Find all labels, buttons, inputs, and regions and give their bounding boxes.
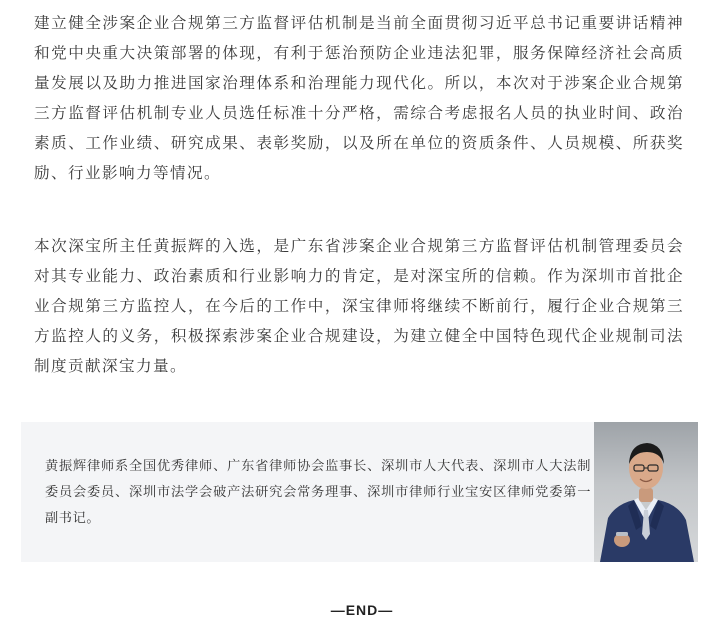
portrait-photo xyxy=(594,422,698,562)
profile-bio: 黄振辉律师系全国优秀律师、广东省律师协会监事长、深圳市人大代表、深圳市人大法制委员会委员、深圳市法学会破产法研究会常务理事、深圳市律师行业宝安区律师党委第一副书记。 xyxy=(45,459,591,526)
article-paragraph-2: 本次深宝所主任黄振辉的入选，是广东省涉案企业合规第三方监督评估机制管理委员会对其专业能力、政治素质和行业影响力的肯定，是对深宝所的信赖。作为深圳市首批企业合规第三方监控人，在今后的工作中，深宝律师将继续不断前行，履行企业合规第三方监控人的义务，积极探索涉案企业合规建设，为建立健全中国特色现代企业规制司法制度贡献深宝力量。 xyxy=(34,237,684,375)
end-marker: —END— xyxy=(330,602,394,618)
article-paragraph-1: 建立健全涉案企业合规第三方监督评估机制是当前全面贯彻习近平总书记重要讲话精神和党中央重大决策部署的体现，有利于惩治预防企业违法犯罪，服务保障经济社会高质量发展以及助力推进国家治理体系和治理能力现代化。所以，本次对于涉案企业合规第三方监督评估机制专业人员选任标准十分严格，需综合考虑报名人员的执业时间、政治素质、工作业绩、研究成果、表彰奖励，以及所在单位的资质条件、人员规模、所获奖励、行业影响力等情况。 xyxy=(34,14,684,182)
profile-card xyxy=(21,422,698,562)
portrait-illustration xyxy=(594,422,698,562)
